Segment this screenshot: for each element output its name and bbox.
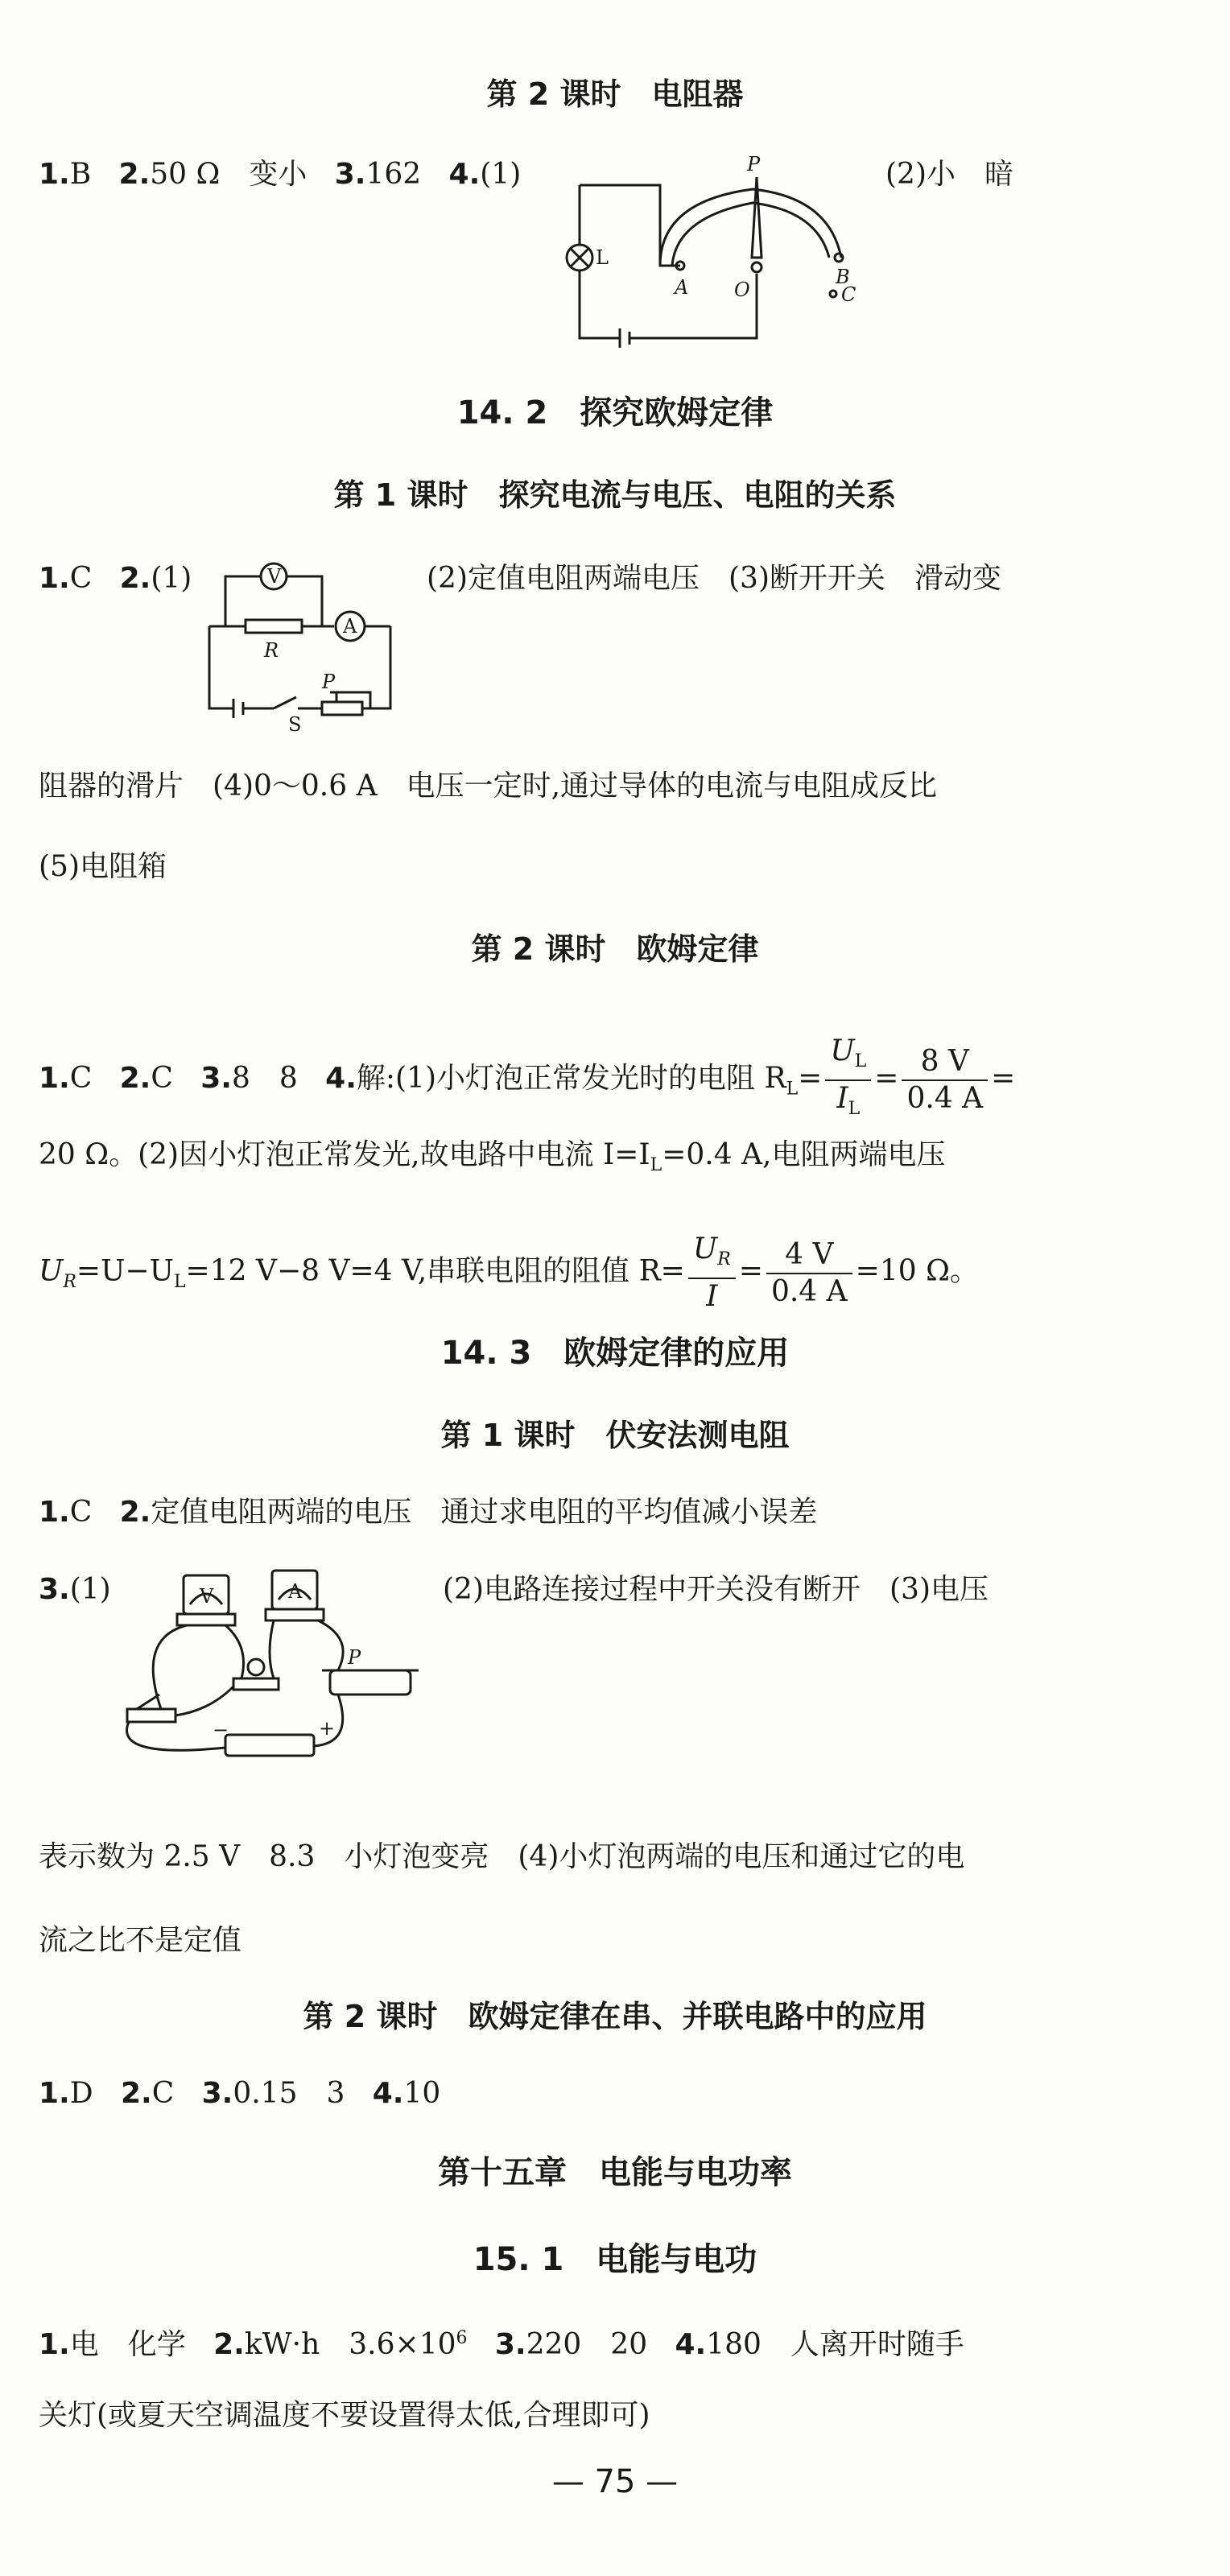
question-number: 3. [494,2328,526,2361]
voltmeter-label: V [267,565,282,588]
resistor-label: R [264,639,279,662]
superscript: 6 [456,2328,468,2348]
answer-text: 162 [365,158,422,191]
answer-text: 50 Ω 变小 [150,158,308,191]
denominator: I [706,1280,718,1314]
question-number: 2. [120,2077,152,2110]
question-number: 3. [200,1062,232,1096]
numerator: U [830,1034,855,1067]
answer-text: C [151,2077,175,2110]
section-heading: 14. 2 探究欧姆定律 [456,394,774,431]
subscript: R [63,1271,76,1292]
answer-text: C [69,562,93,595]
numerator: 4 V [766,1237,852,1274]
answer-text: C [69,1062,93,1096]
subscript: R [717,1249,731,1270]
chapter-heading: 第十五章 电能与电功率 [438,2154,792,2191]
question-number: 4. [675,2328,707,2361]
ammeter-label: A [343,615,357,638]
question-number: 4. [372,2077,404,2110]
fraction [902,1044,988,1117]
question-number: 1. [39,2328,70,2361]
question-number: 2. [119,562,151,595]
answer-line: (5)电阻箱 [39,850,167,883]
section-heading: 15. 1 电能与电功 [473,2241,757,2278]
point-b-label: B [836,266,850,288]
symbol: U [39,1254,64,1288]
numerator: 8 V [902,1044,988,1081]
subscript: L [650,1155,662,1176]
answer-line: $U_R=U-U_L=12$ V−8 V=4 V,串联电阻的阻值 R= $\frac{U_R}{I}$ = $\frac{4 V}{0.4 A}$ =10 Ω。 [39,1232,979,1314]
equals-sign: = [874,1062,899,1096]
question-number: 1. [39,2077,70,2110]
answer-text: kW·h 3.6×10 [244,2328,456,2361]
answer-text: =U−U [76,1254,174,1288]
answer-line [39,1492,817,1533]
ammeter-label: A [288,1580,303,1603]
answer-line [39,559,192,599]
question-number: 2. [119,1062,151,1096]
answer-line: 流之比不是定值 [39,1924,242,1957]
question-number: 1. [39,1496,70,1529]
denominator: I [836,1082,848,1116]
equals-sign: = [798,1062,823,1096]
answer-text: =0.4 A,电阻两端电压 [662,1138,946,1171]
answer-text: 定值电阻两端的电压 通过求电阻的平均值减小误差 [151,1496,818,1529]
answer-line: 关灯(或夏天空调温度不要设置得太低,合理即可) [39,2399,650,2432]
answer-text: =12 V−8 V=4 V,串联电阻的阻值 R= [185,1254,685,1288]
question-number: 3. [39,1573,70,1606]
answer-line [39,1135,946,1186]
question-number: 2. [118,158,151,191]
question-number: 3. [201,2077,233,2110]
answer-text: (1) [480,158,522,191]
voltmeter-label: V [200,1585,214,1608]
section-heading: 14. 3 欧姆定律的应用 [440,1335,790,1372]
point-p-label: P [747,153,761,175]
rheostat-circuit-diagram [555,153,861,354]
answer-line [39,1570,111,1610]
fraction [766,1237,852,1310]
voltammetry-apparatus-diagram [113,1566,435,1775]
ohm-experiment-circuit-diagram [201,555,411,736]
point-a-label: A [675,276,689,299]
subscript: L [786,1079,799,1100]
question-number: 1. [39,158,70,191]
fraction [825,1034,871,1127]
answer-text: 0.15 3 [233,2077,345,2110]
answer-text: 解:(1)小灯泡正常发光时的电阻 R [356,1062,786,1096]
numerator: U [692,1232,718,1265]
switch-label: S [288,713,302,736]
answer-line [39,1034,1015,1127]
answer-text: 220 20 [526,2328,648,2361]
question-number: 1. [39,562,70,595]
question-number: 4. [325,1062,357,1096]
answer-text: (1) [151,562,192,595]
answer-line [39,155,521,195]
question-number: 4. [448,158,481,191]
subscript: L [173,1271,186,1292]
answer-line: 阻器的滑片 (4)0～0.6 A 电压一定时,通过导体的电流与电阻成反比 [39,770,938,803]
plus-terminal-label: + [319,1717,336,1740]
answer-text: (2)小 暗 [885,158,1013,191]
answer-line [39,2074,440,2114]
answer-text: C [151,1062,173,1096]
lesson-heading: 第 2 课时 欧姆定律在串、并联电路中的应用 [303,1999,927,2034]
answer-text: 10 [403,2077,441,2110]
answer-text: 20 Ω。(2)因小灯泡正常发光,故电路中电流 I=I [39,1138,650,1171]
fraction [688,1232,736,1315]
lesson-heading: 第 2 课时 电阻器 [486,76,744,112]
answer-text: 180 人离开时随手 [706,2328,964,2361]
answer-text: 电 化学 [69,2328,186,2361]
equals-sign: = [991,1062,1016,1096]
answer-text: B [69,158,92,191]
question-number: 3. [334,158,366,191]
subscript: L [848,1099,861,1120]
denominator: 0.4 A [906,1082,984,1116]
answer-text: (2)电路连接过程中开关没有断开 (3)电压 [443,1573,989,1606]
slider-p-label: P [348,1646,361,1669]
answer-text: C [69,1496,93,1529]
question-number: 2. [119,1496,151,1529]
answer-text: (2)定值电阻两端电压 (3)断开开关 滑动变 [427,562,1001,595]
answer-text: =10 Ω。 [855,1254,979,1288]
lesson-heading: 第 1 课时 探究电流与电压、电阻的关系 [333,477,897,513]
answer-text: D [69,2077,93,2110]
answer-line: 表示数为 2.5 V 8.3 小灯泡变亮 (4)小灯泡两端的电压和通过它的电 [39,1840,965,1873]
answer-text: (1) [69,1573,111,1606]
point-o-label: O [734,279,750,301]
denominator: 0.4 A [770,1274,848,1308]
lesson-heading: 第 1 课时 伏安法测电阻 [440,1418,790,1453]
lesson-heading: 第 2 课时 欧姆定律 [471,931,759,967]
minus-terminal-label: − [213,1719,229,1741]
question-number: 1. [39,1062,70,1096]
slider-p-label: P [322,671,336,693]
subscript: L [854,1051,867,1072]
answer-text: 8 8 [231,1062,298,1096]
question-number: 2. [213,2328,245,2361]
answer-line [39,2318,964,2365]
point-c-label: C [841,283,856,306]
lamp-label: L [596,246,609,269]
page-number: — 75 — [551,2463,679,2500]
